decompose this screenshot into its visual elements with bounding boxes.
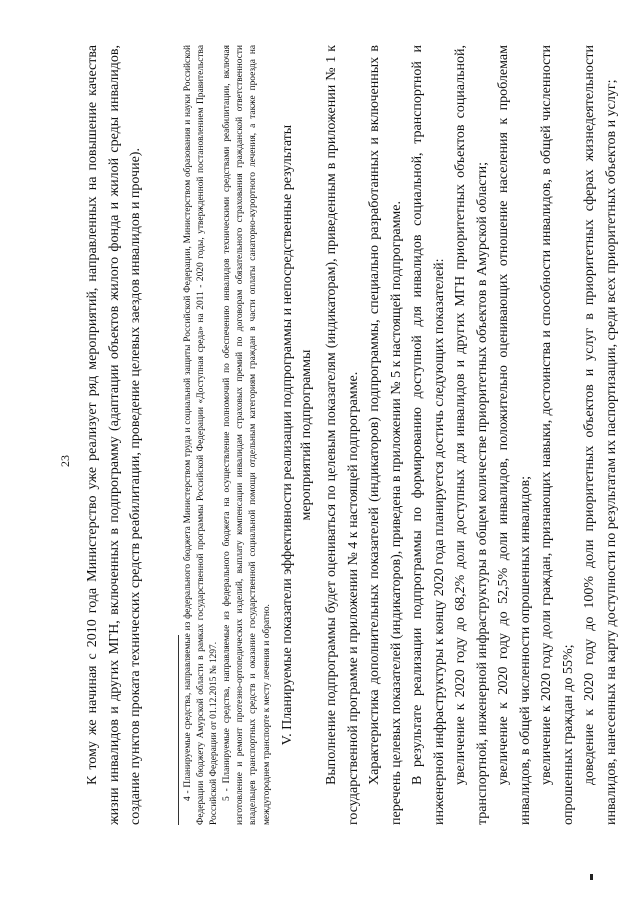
footnote-separator	[178, 635, 179, 825]
body-paragraph: В результате реализации подпрограммы по формированию доступной для инвалидов социальной, транспортной и инженерной инфраструктуры к концу 2020 года планируется достичь следующих показателей:	[410, 45, 447, 825]
section-title: V. Планируемые показатели эффективности реализации подпрограммы и непосредственные результаты	[280, 124, 295, 746]
section-body	[321, 45, 622, 825]
footnotes	[182, 45, 274, 825]
footnote-4: 4 - Планируемые средства, направляемые из федерального бюджета Министерством труда и социальной защиты Российской Федерации, Министерством образования и науки Российской Федерации бюджету Амурской области в рамках государственной программы Российской Федерации «Доступная среда» на 2011 - 2020 годы, утвержденной постановлением Правительства Российской Федерации от 01.12.2015 № 1297.	[183, 45, 220, 825]
body-paragraph: Выполнение подпрограммы будет оцениваться по целевым показателям (индикаторам), приведенным в приложении № 1 к государственной программе и приложении № 4 к настоящей подпрограмме.	[324, 45, 361, 825]
page-number: 23	[58, 455, 72, 467]
body-paragraph: увеличение к 2020 году до 68,2% доли доступных для инвалидов и других МГН приоритетных объектов социальной, транспортной, инженерной инфраструктуры в общем количестве приоритетных объектов в Амурской области;	[453, 45, 490, 825]
intro-paragraph: К тому же начиная с 2010 года Министерство уже реализует ряд мероприятий, направленных на повышение качества жизни инвалидов и других МГН, включенных в подпрограмму (адаптации объектов жилого фонда и жилой среды инвалидов, создание пунктов проката технических средств реабилитации, проведение целевых заездов инвалидов и прочие).	[85, 45, 143, 825]
body-paragraph: доведение к 2020 году до 100% доли приоритетных объектов и услуг в приоритетных сферах жизнедеятельности инвалидов, нанесенных на карту доступности по результатам их паспортизации, среди всех приоритетных объектов и услуг;	[582, 45, 619, 825]
body-paragraph: увеличение к 2020 году до 52,5% доли инвалидов, положительно оценивающих отношение населения к проблемам инвалидов, в общей численности опрошенных инвалидов;	[496, 45, 533, 825]
body-paragraph: увеличение к 2020 году доли граждан, признающих навыки, достоинства и способности инвалидов, в общей численности опрошенных граждан до 55%;	[539, 45, 576, 825]
footnote-5: 5 - Планируемые средства, направляемые из федерального бюджета на осуществление полномочий по обеспечению инвалидов техническими средствами реабилитации, включая изготовление и ремонт протезно-ортопедических изделий, выплату компенсации инвалидам страховых премий по договорам обязательного страхования гражданской ответственности владельцев транспортных средств и оказание государственной социальной помощи отдельным категориям граждан в части оплаты санаторно-курортного лечения, а также проезда на междугороднем транспорте к месту лечения и обратно.	[222, 45, 272, 825]
intro-text	[82, 45, 147, 825]
body-paragraph: Характеристика дополнительных показателей (индикаторов) подпрограммы, специально разработанных и включенных в перечень целевых показателей (индикаторов), приведена в приложении № 5 к настоящей подпрограмме.	[367, 45, 404, 825]
scan-mark	[590, 874, 593, 880]
section-subtitle: мероприятий подпрограммы	[299, 349, 314, 521]
